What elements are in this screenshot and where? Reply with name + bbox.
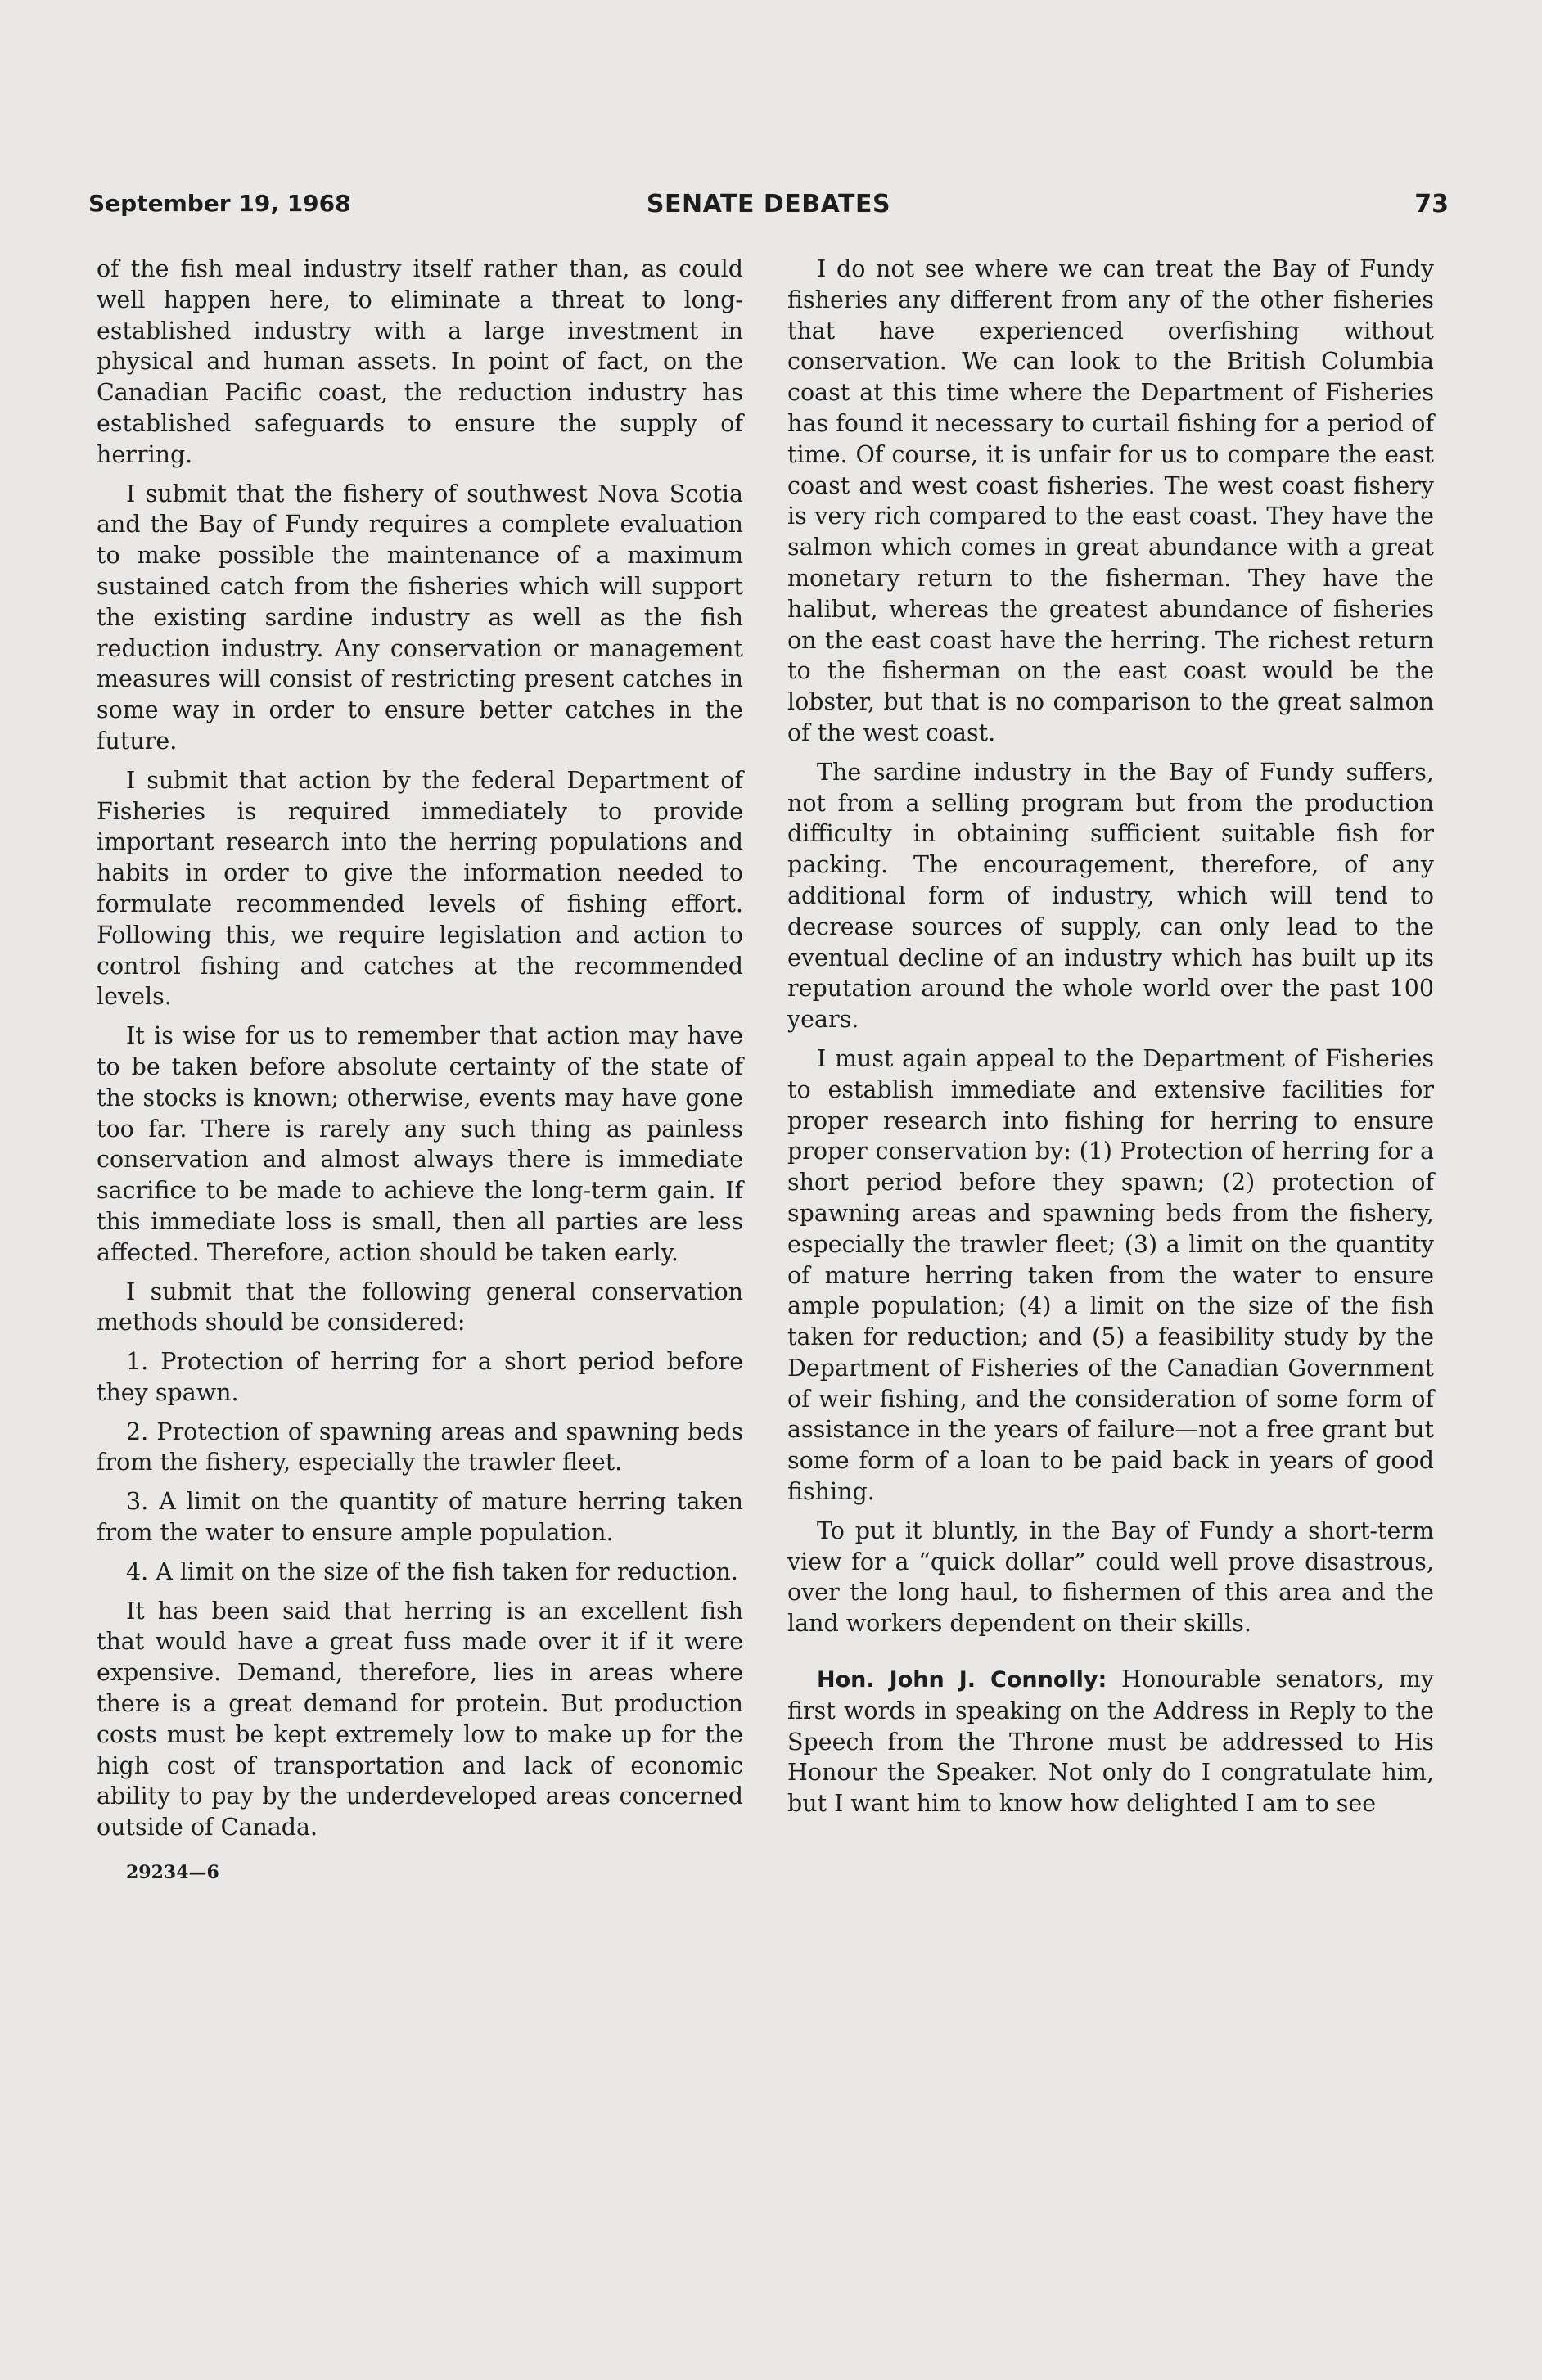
paragraph: The sardine industry in the Bay of Fundy suffers, not from a selling program but from the production difficulty in obtaining sufficient suitable fish for packing. The encouragement, therefore, of any additional form of industry, which will tend to decrease sources of supply, can only lead to the eventual decline of an industry which has built up its reputation around the whole world over the past 100 years. xyxy=(787,758,1434,1034)
paragraph: It has been said that herring is an excellent fish that would have a great fuss made over it if it were expensive. Demand, therefore, lies in areas where there is a great demand for protein. But production costs must be kept extremely low to make up for the high cost of transportation and lack of economic ability to pay by the underdeveloped areas concerned outside of Canada. xyxy=(97,1597,743,1841)
paragraph: I submit that the fishery of southwest Nova Scotia and the Bay of Fundy requires a complete evaluation to make possible the maintenance of a maximum sustained catch from the fisheries which will support the existing sardine industry as well as the fish reduction industry. Any conservation or management measures will consist of restricting present catches in some way in order to ensure better catches in the future. xyxy=(97,480,743,755)
speaker-name: Hon. John J. Connolly: xyxy=(817,1667,1107,1693)
paragraph: I do not see where we can treat the Bay of Fundy fisheries any different from any of the other fisheries that have experienced overfishing without conservation. We can look to the British Columbia coast at this time where the Department of Fisheries has found it necessary to curtail fishing for a period of time. Of course, it is unfair for us to compare the east coast and west coast fisheries. The west coast fishery is very rich compared to the east coast. They have the salmon which comes in great abundance with a great monetary return to the fisherman. They have the halibut, whereas the greatest abundance of fisheries on the east coast have the herring. The richest return to the fisherman on the east coast would be the lobster, but that is no comparison to the great salmon of the west coast. xyxy=(787,255,1434,746)
header-date: September 19, 1968 xyxy=(88,190,351,217)
paragraph: I submit that action by the federal Department of Fisheries is required immediately to provide important research into the herring populations and habits in order to give the information needed to formulate recommended levels of fishing effort. Following this, we require legislation and action to control fishing and catches at the recommended levels. xyxy=(97,766,743,1011)
list-item: 3. A limit on the quantity of mature herring taken from the water to ensure ample population. xyxy=(97,1488,743,1547)
speech-text: Honourable senators, my first words in speaking on the Address in Reply to the Speech from the Throne must be addressed to His Honour the Speaker. Not only do I congratulate him, but I want him to know how delighted I am to see xyxy=(787,1666,1434,1818)
page-header xyxy=(88,190,1449,229)
list-item: 2. Protection of spawning areas and spawning beds from the fishery, especially the trawler fleet. xyxy=(97,1418,743,1476)
footnote-number: 29234—6 xyxy=(126,1862,219,1884)
list-item: 1. Protection of herring for a short period before they spawn. xyxy=(97,1348,743,1406)
paragraph: of the fish meal industry itself rather than, as could well happen here, to eliminate a threat to long-established industry with a large investment in physical and human assets. In point of fact, on the Canadian Pacific coast, the reduction industry has established safeguards to ensure the supply of herring. xyxy=(97,255,743,468)
paragraph: To put it bluntly, in the Bay of Fundy a short-term view for a “quick dollar” could well prove disastrous, over the long haul, to fishermen of this area and the land workers dependent on their skills. xyxy=(787,1517,1434,1638)
left-column xyxy=(97,254,743,1889)
paragraph: I must again appeal to the Department of Fisheries to establish immediate and extensive facilities for proper research into fishing for herring to ensure proper conservation by: (1) Protection of herring for a short period before they spawn; (2) protection of spawning areas and spawning beds from the fishery, especially the trawler fleet; (3) a limit on the quantity of mature herring taken from the water to ensure ample population; (4) a limit on the size of the fish taken for reduction; and (5) a feasibility study by the Department of Fisheries of the Canadian Government of weir fishing, and the consideration of some form of assistance in the years of failure—not a free grant but some form of a loan to be paid back in years of good fishing. xyxy=(787,1044,1434,1506)
page-number: 73 xyxy=(1414,190,1449,219)
paragraph: I submit that the following general conservation methods should be considered: xyxy=(97,1278,743,1336)
right-column xyxy=(787,254,1434,1828)
list-item: 4. A limit on the size of the fish taken for reduction. xyxy=(126,1557,738,1585)
paragraph: It is wise for us to remember that action may have to be taken before absolute certainty of the state of the stocks is known; otherwise, events may have gone too far. There is rarely any such thing as painless conservation and almost always there is immediate sacrifice to be made to achieve the long-term gain. If this immediate loss is small, then all parties are less affected. Therefore, action should be taken early. xyxy=(97,1022,743,1266)
header-title: SENATE DEBATES xyxy=(646,190,891,219)
speech-paragraph xyxy=(787,1664,1434,1819)
